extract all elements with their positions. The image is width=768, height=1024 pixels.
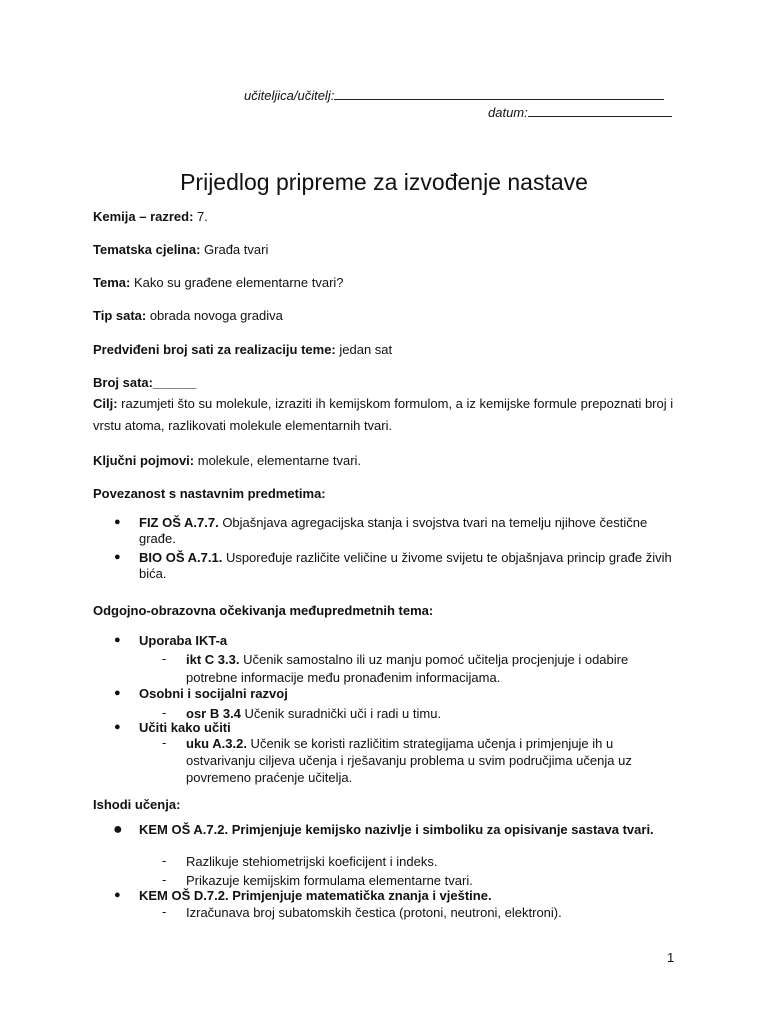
dash-icon: - bbox=[162, 705, 167, 720]
unit-label: Tematska cjelina: bbox=[93, 242, 201, 257]
hours-value: jedan sat bbox=[335, 342, 393, 357]
goal-label: Cilj: bbox=[93, 396, 118, 411]
bullet-icon: ● bbox=[114, 721, 121, 733]
cross-curricular-heading bbox=[93, 603, 433, 618]
correlation-desc: Uspoređuje različite veličine u živome svijetu te objašnjava princip građe živih bića. bbox=[139, 550, 672, 581]
keywords-value: molekule, elementarne tvari. bbox=[194, 453, 362, 468]
type-value: obrada novoga gradiva bbox=[146, 308, 283, 323]
teacher-label: učiteljica/učitelj: bbox=[244, 88, 335, 103]
correlation-item-text bbox=[139, 515, 679, 547]
lesson-number-field bbox=[93, 375, 196, 390]
group-title: Osobni i socijalni razvoj bbox=[139, 686, 288, 701]
hours-label: Predviđeni broj sati za realizaciju teme: bbox=[93, 342, 336, 357]
dash-icon: - bbox=[162, 872, 167, 887]
hours-field bbox=[93, 342, 392, 357]
group-title: Učiti kako učiti bbox=[139, 720, 231, 735]
correlation-desc: Objašnjava agregacijska stanja i svojstva tvari na temelju njihove čestične građe. bbox=[139, 515, 648, 546]
correlation-code: FIZ OŠ A.7.7. bbox=[139, 515, 219, 530]
page-title: Prijedlog pripreme za izvođenje nastave bbox=[180, 169, 588, 195]
bullet-icon: ● bbox=[114, 516, 121, 528]
keywords-label: Ključni pojmovi: bbox=[93, 453, 195, 468]
group-text: Učenik se koristi različitim strategijama učenja i primjenjuje ih u ostvarivanju ciljeva učenja i rješavanju problema u svim područjima učenja uz povremeno praćenje učitelja. bbox=[186, 736, 632, 785]
group-detail bbox=[186, 651, 676, 687]
group-text: Učenik samostalno ili uz manju pomoć učitelja procjenjuje i odabire potrebne informacije među pronađenim informacijama. bbox=[186, 652, 629, 685]
group-text: Učenik suradnički uči i radi u timu. bbox=[240, 706, 442, 721]
unit-field bbox=[93, 242, 268, 257]
correlation-code: BIO OŠ A.7.1. bbox=[139, 550, 223, 565]
bullet-icon: ● bbox=[114, 551, 121, 563]
group-code: uku A.3.2. bbox=[186, 736, 247, 751]
dash-icon: - bbox=[162, 853, 167, 868]
goal-field bbox=[93, 393, 683, 437]
outcome-sub: Izračunava broj subatomskih čestica (protoni, neutroni, elektroni). bbox=[186, 905, 562, 920]
teacher-blank-line[interactable] bbox=[334, 99, 664, 100]
bullet-icon: ● bbox=[113, 821, 123, 838]
date-field bbox=[488, 105, 672, 120]
outcome-title: KEM OŠ A.7.2. Primjenjuje kemijsko nazivlje i simboliku za opisivanje sastava tvari. bbox=[139, 822, 654, 837]
topic-label: Tema: bbox=[93, 275, 131, 290]
group-detail bbox=[186, 735, 676, 786]
subject-value: 7. bbox=[193, 209, 208, 224]
bullet-icon: ● bbox=[114, 889, 121, 901]
unit-value: Građa tvari bbox=[200, 242, 269, 257]
group-code: osr B 3.4 bbox=[186, 706, 241, 721]
goal-value: razumjeti što su molekule, izraziti ih kemijskom formulom, a iz kemijske formule prepoznati broj i vrstu atoma, razlikovati molekule elementarnih tvari. bbox=[93, 396, 674, 433]
date-blank-line[interactable] bbox=[528, 116, 672, 117]
group-title: Uporaba IKT-a bbox=[139, 633, 228, 648]
bullet-icon: ● bbox=[114, 634, 121, 646]
correlation-heading-text: Povezanost s nastavnim predmetima: bbox=[93, 486, 326, 501]
dash-icon: - bbox=[162, 651, 167, 666]
outcome-title: KEM OŠ D.7.2. Primjenjuje matematička znanja i vještine. bbox=[139, 888, 492, 903]
subject-field bbox=[93, 209, 208, 224]
subject-label: Kemija – razred: bbox=[93, 209, 194, 224]
keywords-field bbox=[93, 453, 361, 468]
outcomes-heading-text: Ishodi učenja: bbox=[93, 797, 181, 812]
type-field bbox=[93, 308, 283, 323]
dash-icon: - bbox=[162, 904, 167, 919]
teacher-field bbox=[244, 88, 664, 103]
correlation-item-text bbox=[139, 550, 679, 582]
topic-field bbox=[93, 275, 344, 290]
cross-curricular-heading-text: Odgojno-obrazovna očekivanja međupredmetnih tema: bbox=[93, 603, 434, 618]
page-number: 1 bbox=[667, 950, 675, 965]
outcomes-heading bbox=[93, 797, 180, 812]
correlation-heading bbox=[93, 486, 326, 501]
date-label: datum: bbox=[488, 105, 528, 120]
outcome-sub: Razlikuje stehiometrijski koeficijent i indeks. bbox=[186, 854, 438, 869]
topic-value: Kako su građene elementarne tvari? bbox=[130, 275, 344, 290]
bullet-icon: ● bbox=[114, 687, 121, 699]
dash-icon: - bbox=[162, 735, 167, 750]
type-label: Tip sata: bbox=[93, 308, 147, 323]
group-code: ikt C 3.3. bbox=[186, 652, 240, 667]
lesson-number-label: Broj sata:______ bbox=[93, 375, 197, 390]
outcome-sub: Prikazuje kemijskim formulama elementarne tvari. bbox=[186, 873, 473, 888]
